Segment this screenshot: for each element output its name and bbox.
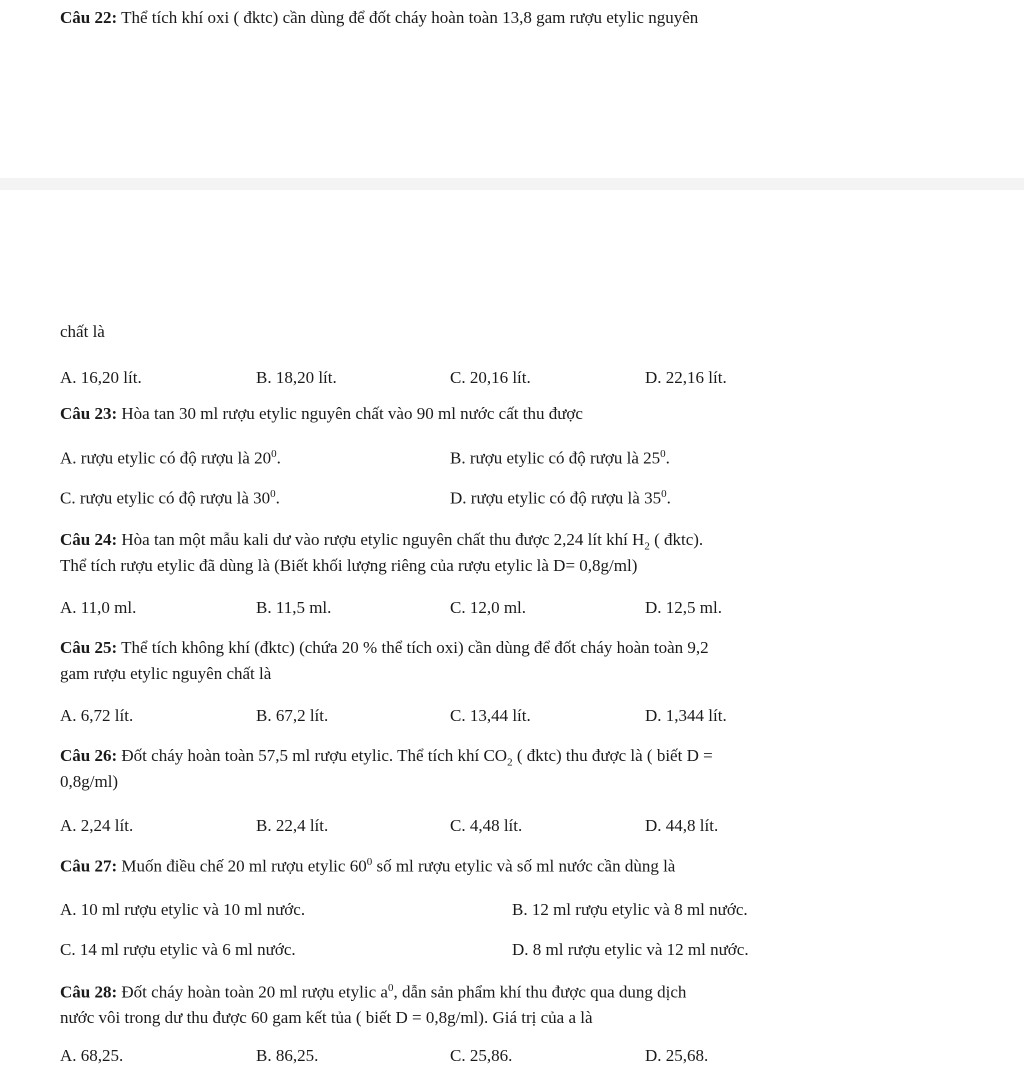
question-26-text-end: ( đktc) thu được là ( biết D = — [512, 746, 713, 765]
question-27-text-end: số ml rượu etylic và số ml nước cần dùng là — [372, 856, 676, 876]
question-27-stem — [60, 856, 675, 877]
question-28-label: Câu 28: — [60, 982, 118, 1002]
question-28-text-end: , dẫn sản phẩm khí thu được qua dung dịch — [393, 982, 687, 1002]
page-separator — [0, 178, 1024, 190]
degree-sup: 0 — [660, 448, 666, 460]
question-25-option-c: C. 13,44 lít. — [450, 706, 531, 725]
question-25-option-d: D. 1,344 lít. — [645, 706, 727, 725]
question-22-stem — [60, 8, 698, 28]
degree-sup: 0 — [271, 448, 277, 460]
question-26-stem-line2: 0,8g/ml) — [60, 772, 119, 791]
degree-sup: 0 — [661, 488, 667, 500]
question-27-option-a: A. 10 ml rượu etylic và 10 ml nước. — [60, 900, 306, 919]
question-22-text: Thể tích khí oxi ( đktc) cần dùng để đốt cháy hoàn toàn 13,8 gam rượu etylic nguyên — [121, 8, 699, 27]
question-24-label: Câu 24: — [60, 530, 118, 549]
question-24-option-c: C. 12,0 ml. — [450, 598, 527, 617]
question-24-option-a: A. 11,0 ml. — [60, 598, 137, 617]
question-26-text: Đốt cháy hoàn toàn 57,5 ml rượu etylic. Thể tích khí CO — [121, 746, 508, 765]
question-25-option-b: B. 67,2 lít. — [256, 706, 329, 725]
option-end: . — [665, 448, 670, 468]
question-22-option-b: B. 18,20 lít. — [256, 368, 337, 387]
question-24-stem-line2: Thể tích rượu etylic đã dùng là (Biết khối lượng riêng của rượu etylic là D= 0,8g/ml) — [60, 556, 638, 575]
question-25-stem — [60, 638, 709, 658]
question-26-option-b: B. 22,4 lít. — [256, 816, 329, 835]
option-text: C. rượu etylic có độ rượu là 30 — [60, 488, 271, 508]
subscript: 2 — [507, 756, 513, 769]
question-23-text: Hòa tan 30 ml rượu etylic nguyên chất vào 90 ml nước cất thu được — [121, 404, 583, 423]
question-27-option-d: D. 8 ml rượu etylic và 12 ml nước. — [512, 940, 749, 959]
question-25-stem-line2: gam rượu etylic nguyên chất là — [60, 664, 272, 683]
question-25-option-a: A. 6,72 lít. — [60, 706, 134, 725]
question-23-stem — [60, 404, 583, 424]
question-23-option-b — [450, 448, 670, 469]
option-text: B. rượu etylic có độ rượu là 25 — [450, 448, 661, 468]
question-24-stem — [60, 530, 703, 552]
question-28-stem-line2: nước vôi trong dư thu được 60 gam kết tủa ( biết D = 0,8g/ml). Giá trị của a là — [60, 1008, 593, 1027]
question-25-text: Thể tích không khí (đktc) (chứa 20 % thể tích oxi) cần dùng để đốt cháy hoàn toàn 9,2 — [121, 638, 709, 657]
option-end: . — [666, 488, 671, 508]
question-27-option-c: C. 14 ml rượu etylic và 6 ml nước. — [60, 940, 296, 959]
question-28-option-b: B. 86,25. — [256, 1046, 319, 1065]
option-end: . — [275, 488, 280, 508]
question-23-option-a — [60, 448, 281, 469]
question-24-option-d: D. 12,5 ml. — [645, 598, 722, 617]
question-22-option-a: A. 16,20 lít. — [60, 368, 142, 387]
option-text: D. rượu etylic có độ rượu là 35 — [450, 488, 662, 508]
question-26-option-c: C. 4,48 lít. — [450, 816, 523, 835]
question-22-option-d: D. 22,16 lít. — [645, 368, 727, 387]
question-27-label: Câu 27: — [60, 856, 118, 876]
question-23-option-d — [450, 488, 671, 509]
option-text: A. rượu etylic có độ rượu là 20 — [60, 448, 272, 468]
question-26-option-a: A. 2,24 lít. — [60, 816, 134, 835]
question-28-text: Đốt cháy hoàn toàn 20 ml rượu etylic a — [121, 982, 388, 1002]
question-22-stem-continued: chất là — [60, 322, 105, 341]
question-23-label: Câu 23: — [60, 404, 118, 423]
question-24-text-end: ( đktc). — [649, 530, 704, 549]
question-26-option-d: D. 44,8 lít. — [645, 816, 719, 835]
question-28-option-c: C. 25,86. — [450, 1046, 513, 1065]
question-27-text: Muốn điều chế 20 ml rượu etylic 60 — [121, 856, 367, 876]
question-26-label: Câu 26: — [60, 746, 118, 765]
question-23-option-c — [60, 488, 280, 509]
question-28-stem — [60, 982, 686, 1003]
question-22-label: Câu 22: — [60, 8, 118, 27]
question-27-option-b: B. 12 ml rượu etylic và 8 ml nước. — [512, 900, 748, 919]
degree-sup: 0 — [366, 856, 373, 868]
question-25-label: Câu 25: — [60, 638, 118, 657]
question-28-option-a: A. 68,25. — [60, 1046, 124, 1065]
question-26-stem — [60, 746, 713, 768]
question-24-text: Hòa tan một mẫu kali dư vào rượu etylic nguyên chất thu được 2,24 lít khí H — [121, 530, 645, 549]
degree-sup: 0 — [387, 982, 394, 994]
question-24-option-b: B. 11,5 ml. — [256, 598, 332, 617]
degree-sup: 0 — [270, 488, 276, 500]
subscript: 2 — [644, 540, 650, 553]
question-22-option-c: C. 20,16 lít. — [450, 368, 531, 387]
option-end: . — [276, 448, 281, 468]
question-28-option-d: D. 25,68. — [645, 1046, 709, 1065]
